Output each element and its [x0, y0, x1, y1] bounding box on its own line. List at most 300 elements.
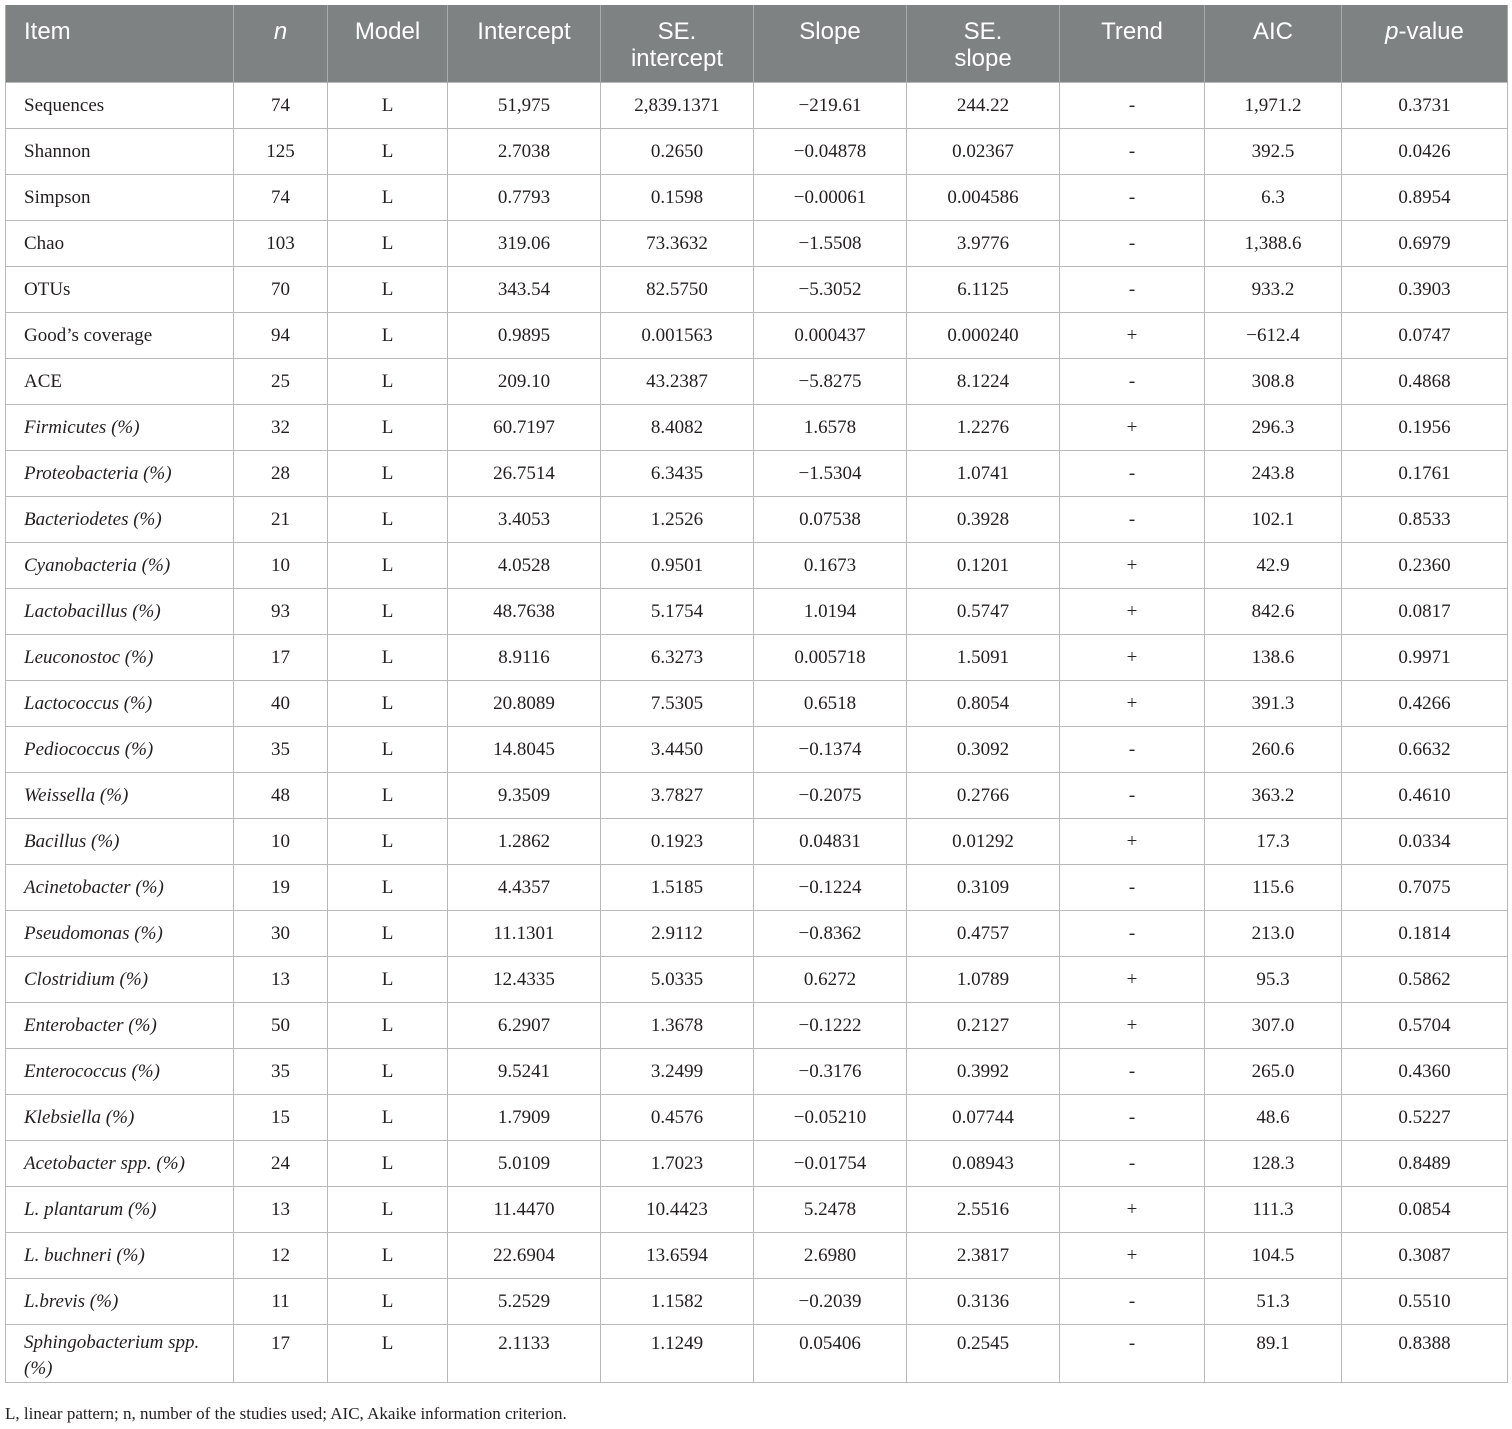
cell-n: 50: [234, 1003, 328, 1049]
cell-slope: 0.000437: [754, 313, 907, 359]
cell-p-value: 0.8954: [1342, 175, 1508, 221]
cell-aic: 42.9: [1205, 543, 1342, 589]
header-se-slope-line2: slope: [954, 45, 1012, 72]
cell-slope: 0.6272: [754, 957, 907, 1003]
cell-item: Good’s coverage: [6, 313, 234, 359]
cell-n: 35: [234, 727, 328, 773]
cell-p-value: 0.4610: [1342, 773, 1508, 819]
cell-item: Chao: [6, 221, 234, 267]
cell-model: L: [328, 313, 448, 359]
cell-slope: 5.2478: [754, 1187, 907, 1233]
cell-se-intercept: 1.5185: [601, 865, 754, 911]
cell-intercept: 209.10: [448, 359, 601, 405]
cell-p-value: 0.0747: [1342, 313, 1508, 359]
cell-item: Bacteriodetes (%): [6, 497, 234, 543]
table-row: [6, 83, 1508, 129]
table-row: [6, 589, 1508, 635]
cell-se-intercept: 0.001563: [601, 313, 754, 359]
cell-slope: −1.5304: [754, 451, 907, 497]
cell-aic: 48.6: [1205, 1095, 1342, 1141]
cell-n: 32: [234, 405, 328, 451]
cell-intercept: 48.7638: [448, 589, 601, 635]
cell-trend: +: [1060, 543, 1205, 589]
cell-aic: 6.3: [1205, 175, 1342, 221]
cell-p-value: 0.4360: [1342, 1049, 1508, 1095]
cell-p-value: 0.3903: [1342, 267, 1508, 313]
cell-intercept: 26.7514: [448, 451, 601, 497]
cell-intercept: 2.1133: [448, 1325, 601, 1383]
cell-item: Sequences: [6, 83, 234, 129]
cell-trend: -: [1060, 727, 1205, 773]
cell-slope: 0.07538: [754, 497, 907, 543]
cell-aic: 213.0: [1205, 911, 1342, 957]
cell-intercept: 51,975: [448, 83, 601, 129]
cell-model: L: [328, 911, 448, 957]
cell-aic: 51.3: [1205, 1279, 1342, 1325]
cell-se-intercept: 1.3678: [601, 1003, 754, 1049]
cell-model: L: [328, 451, 448, 497]
cell-slope: −5.3052: [754, 267, 907, 313]
header-se-slope-line1: SE.: [963, 18, 1003, 45]
cell-slope: −1.5508: [754, 221, 907, 267]
cell-se-intercept: 10.4423: [601, 1187, 754, 1233]
cell-se-slope: 0.8054: [907, 681, 1060, 727]
cell-trend: +: [1060, 1003, 1205, 1049]
header-se-intercept-line2: intercept: [630, 45, 724, 72]
cell-p-value: 0.8388: [1342, 1325, 1508, 1383]
cell-aic: 296.3: [1205, 405, 1342, 451]
cell-slope: −0.1222: [754, 1003, 907, 1049]
cell-model: L: [328, 221, 448, 267]
table-row: [6, 1325, 1508, 1383]
cell-se-slope: 1.0789: [907, 957, 1060, 1003]
cell-intercept: 22.6904: [448, 1233, 601, 1279]
cell-n: 10: [234, 819, 328, 865]
cell-model: L: [328, 83, 448, 129]
cell-intercept: 6.2907: [448, 1003, 601, 1049]
cell-model: L: [328, 773, 448, 819]
cell-slope: 1.6578: [754, 405, 907, 451]
cell-p-value: 0.5862: [1342, 957, 1508, 1003]
cell-intercept: 9.3509: [448, 773, 601, 819]
cell-trend: -: [1060, 359, 1205, 405]
cell-p-value: 0.7075: [1342, 865, 1508, 911]
cell-item: Enterococcus (%): [6, 1049, 234, 1095]
cell-model: L: [328, 1049, 448, 1095]
cell-item: Enterobacter (%): [6, 1003, 234, 1049]
cell-aic: 115.6: [1205, 865, 1342, 911]
cell-model: L: [328, 681, 448, 727]
cell-se-slope: 0.3136: [907, 1279, 1060, 1325]
cell-item: Pediococcus (%): [6, 727, 234, 773]
cell-n: 24: [234, 1141, 328, 1187]
cell-trend: +: [1060, 957, 1205, 1003]
header-p-value: [1342, 5, 1508, 83]
cell-p-value: 0.1814: [1342, 911, 1508, 957]
cell-slope: 0.05406: [754, 1325, 907, 1383]
cell-item: Leuconostoc (%): [6, 635, 234, 681]
cell-se-slope: 0.3092: [907, 727, 1060, 773]
cell-se-slope: 0.004586: [907, 175, 1060, 221]
cell-intercept: 0.7793: [448, 175, 601, 221]
cell-n: 12: [234, 1233, 328, 1279]
table-row: [6, 405, 1508, 451]
cell-se-slope: 3.9776: [907, 221, 1060, 267]
header-trend: Trend: [1060, 5, 1205, 83]
cell-model: L: [328, 129, 448, 175]
header-p-italic: p: [1385, 18, 1399, 45]
cell-se-slope: 0.08943: [907, 1141, 1060, 1187]
cell-trend: -: [1060, 175, 1205, 221]
cell-p-value: 0.6979: [1342, 221, 1508, 267]
cell-aic: 1,388.6: [1205, 221, 1342, 267]
cell-aic: 363.2: [1205, 773, 1342, 819]
cell-item: Pseudomonas (%): [6, 911, 234, 957]
cell-se-slope: 6.1125: [907, 267, 1060, 313]
cell-se-intercept: 3.2499: [601, 1049, 754, 1095]
cell-model: L: [328, 957, 448, 1003]
cell-trend: +: [1060, 635, 1205, 681]
cell-n: 13: [234, 1187, 328, 1233]
cell-n: 13: [234, 957, 328, 1003]
header-item: Item: [6, 5, 234, 83]
cell-se-intercept: 1.2526: [601, 497, 754, 543]
table-row: [6, 543, 1508, 589]
table-row: [6, 1141, 1508, 1187]
cell-model: L: [328, 1233, 448, 1279]
table-row: [6, 1049, 1508, 1095]
cell-se-intercept: 5.0335: [601, 957, 754, 1003]
cell-se-intercept: 43.2387: [601, 359, 754, 405]
cell-aic: 308.8: [1205, 359, 1342, 405]
cell-se-intercept: 73.3632: [601, 221, 754, 267]
cell-aic: 391.3: [1205, 681, 1342, 727]
cell-aic: 104.5: [1205, 1233, 1342, 1279]
cell-aic: 243.8: [1205, 451, 1342, 497]
cell-se-intercept: 7.5305: [601, 681, 754, 727]
cell-n: 94: [234, 313, 328, 359]
cell-p-value: 0.0426: [1342, 129, 1508, 175]
cell-aic: 128.3: [1205, 1141, 1342, 1187]
cell-se-slope: 0.2127: [907, 1003, 1060, 1049]
cell-item: Acinetobacter (%): [6, 865, 234, 911]
cell-intercept: 5.0109: [448, 1141, 601, 1187]
cell-slope: −0.01754: [754, 1141, 907, 1187]
header-se-intercept-line1: SE.: [657, 18, 697, 45]
cell-item: Lactobacillus (%): [6, 589, 234, 635]
table-row: [6, 313, 1508, 359]
table-row: [6, 635, 1508, 681]
cell-trend: -: [1060, 1279, 1205, 1325]
cell-se-slope: 0.2766: [907, 773, 1060, 819]
table-row: [6, 773, 1508, 819]
cell-slope: 0.6518: [754, 681, 907, 727]
cell-n: 48: [234, 773, 328, 819]
cell-model: L: [328, 1003, 448, 1049]
cell-slope: −5.8275: [754, 359, 907, 405]
cell-item: L. buchneri (%): [6, 1233, 234, 1279]
cell-p-value: 0.1956: [1342, 405, 1508, 451]
cell-n: 70: [234, 267, 328, 313]
cell-p-value: 0.2360: [1342, 543, 1508, 589]
cell-intercept: 4.0528: [448, 543, 601, 589]
table-row: [6, 727, 1508, 773]
header-aic: AIC: [1205, 5, 1342, 83]
cell-trend: -: [1060, 1141, 1205, 1187]
header-intercept: Intercept: [448, 5, 601, 83]
cell-model: L: [328, 1279, 448, 1325]
cell-n: 10: [234, 543, 328, 589]
cell-trend: -: [1060, 865, 1205, 911]
cell-model: L: [328, 727, 448, 773]
table-row: [6, 911, 1508, 957]
cell-n: 40: [234, 681, 328, 727]
cell-trend: -: [1060, 83, 1205, 129]
cell-intercept: 0.9895: [448, 313, 601, 359]
cell-slope: −0.05210: [754, 1095, 907, 1141]
cell-model: L: [328, 589, 448, 635]
cell-intercept: 11.1301: [448, 911, 601, 957]
cell-se-slope: 0.3109: [907, 865, 1060, 911]
cell-intercept: 5.2529: [448, 1279, 601, 1325]
cell-item: Simpson: [6, 175, 234, 221]
header-slope: Slope: [754, 5, 907, 83]
cell-aic: −612.4: [1205, 313, 1342, 359]
cell-trend: +: [1060, 819, 1205, 865]
cell-se-slope: 2.3817: [907, 1233, 1060, 1279]
cell-se-slope: 8.1224: [907, 359, 1060, 405]
cell-trend: +: [1060, 1187, 1205, 1233]
cell-slope: −0.8362: [754, 911, 907, 957]
cell-intercept: 20.8089: [448, 681, 601, 727]
cell-model: L: [328, 1325, 448, 1383]
cell-se-intercept: 0.2650: [601, 129, 754, 175]
cell-p-value: 0.5510: [1342, 1279, 1508, 1325]
cell-item: L.brevis (%): [6, 1279, 234, 1325]
cell-item: Proteobacteria (%): [6, 451, 234, 497]
cell-trend: -: [1060, 1049, 1205, 1095]
table-row: [6, 681, 1508, 727]
cell-aic: 933.2: [1205, 267, 1342, 313]
cell-intercept: 9.5241: [448, 1049, 601, 1095]
cell-n: 74: [234, 83, 328, 129]
cell-se-slope: 1.2276: [907, 405, 1060, 451]
cell-n: 17: [234, 1325, 328, 1383]
cell-aic: 260.6: [1205, 727, 1342, 773]
cell-p-value: 0.0334: [1342, 819, 1508, 865]
cell-n: 25: [234, 359, 328, 405]
cell-n: 103: [234, 221, 328, 267]
cell-se-intercept: 13.6594: [601, 1233, 754, 1279]
cell-n: 35: [234, 1049, 328, 1095]
table-row: [6, 497, 1508, 543]
header-n: [234, 5, 328, 83]
cell-intercept: 12.4335: [448, 957, 601, 1003]
cell-se-slope: 1.5091: [907, 635, 1060, 681]
cell-slope: 0.005718: [754, 635, 907, 681]
cell-item: Klebsiella (%): [6, 1095, 234, 1141]
cell-se-intercept: 0.1923: [601, 819, 754, 865]
cell-se-intercept: 5.1754: [601, 589, 754, 635]
cell-se-intercept: 2.9112: [601, 911, 754, 957]
cell-item: Firmicutes (%): [6, 405, 234, 451]
cell-slope: −0.1374: [754, 727, 907, 773]
cell-p-value: 0.6632: [1342, 727, 1508, 773]
cell-item: Clostridium (%): [6, 957, 234, 1003]
cell-n: 28: [234, 451, 328, 497]
cell-item: OTUs: [6, 267, 234, 313]
cell-model: L: [328, 1141, 448, 1187]
cell-trend: -: [1060, 773, 1205, 819]
cell-intercept: 14.8045: [448, 727, 601, 773]
cell-item: Weissella (%): [6, 773, 234, 819]
cell-intercept: 3.4053: [448, 497, 601, 543]
cell-aic: 102.1: [1205, 497, 1342, 543]
cell-aic: 1,971.2: [1205, 83, 1342, 129]
cell-intercept: 8.9116: [448, 635, 601, 681]
cell-aic: 89.1: [1205, 1325, 1342, 1383]
cell-se-slope: 0.01292: [907, 819, 1060, 865]
cell-trend: -: [1060, 221, 1205, 267]
table-row: [6, 957, 1508, 1003]
cell-se-intercept: 3.7827: [601, 773, 754, 819]
cell-trend: -: [1060, 497, 1205, 543]
cell-item: ACE: [6, 359, 234, 405]
cell-slope: −0.3176: [754, 1049, 907, 1095]
cell-model: L: [328, 405, 448, 451]
cell-se-intercept: 6.3435: [601, 451, 754, 497]
cell-trend: -: [1060, 451, 1205, 497]
cell-intercept: 60.7197: [448, 405, 601, 451]
table-row: [6, 1187, 1508, 1233]
cell-aic: 265.0: [1205, 1049, 1342, 1095]
cell-se-slope: 0.07744: [907, 1095, 1060, 1141]
cell-slope: 1.0194: [754, 589, 907, 635]
cell-se-slope: 0.5747: [907, 589, 1060, 635]
cell-se-intercept: 1.1249: [601, 1325, 754, 1383]
cell-item: Acetobacter spp. (%): [6, 1141, 234, 1187]
cell-model: L: [328, 1095, 448, 1141]
cell-model: L: [328, 543, 448, 589]
cell-se-intercept: 1.1582: [601, 1279, 754, 1325]
cell-se-slope: 1.0741: [907, 451, 1060, 497]
cell-intercept: 1.7909: [448, 1095, 601, 1141]
header-se-intercept: [601, 5, 754, 83]
cell-trend: -: [1060, 1325, 1205, 1383]
cell-se-intercept: 6.3273: [601, 635, 754, 681]
cell-slope: −219.61: [754, 83, 907, 129]
cell-trend: -: [1060, 129, 1205, 175]
cell-se-intercept: 3.4450: [601, 727, 754, 773]
regression-table: [5, 5, 1508, 1383]
cell-model: L: [328, 359, 448, 405]
cell-n: 74: [234, 175, 328, 221]
cell-item: Sphingobacterium spp. (%): [6, 1325, 234, 1383]
cell-item: Cyanobacteria (%): [6, 543, 234, 589]
cell-trend: +: [1060, 405, 1205, 451]
cell-n: 125: [234, 129, 328, 175]
header-se-slope: [907, 5, 1060, 83]
table-row: [6, 819, 1508, 865]
cell-aic: 17.3: [1205, 819, 1342, 865]
cell-slope: 0.04831: [754, 819, 907, 865]
table-body: [6, 83, 1508, 1383]
cell-item: Shannon: [6, 129, 234, 175]
cell-se-intercept: 2,839.1371: [601, 83, 754, 129]
cell-trend: -: [1060, 267, 1205, 313]
table-row: [6, 129, 1508, 175]
cell-n: 19: [234, 865, 328, 911]
cell-p-value: 0.8489: [1342, 1141, 1508, 1187]
cell-model: L: [328, 865, 448, 911]
header-n-label: n: [273, 18, 288, 45]
cell-intercept: 1.2862: [448, 819, 601, 865]
cell-model: L: [328, 1187, 448, 1233]
cell-aic: 842.6: [1205, 589, 1342, 635]
cell-se-slope: 244.22: [907, 83, 1060, 129]
cell-trend: -: [1060, 1095, 1205, 1141]
cell-se-intercept: 8.4082: [601, 405, 754, 451]
cell-n: 17: [234, 635, 328, 681]
cell-n: 21: [234, 497, 328, 543]
cell-se-intercept: 0.4576: [601, 1095, 754, 1141]
table-row: [6, 267, 1508, 313]
table-row: [6, 1233, 1508, 1279]
cell-se-slope: 0.000240: [907, 313, 1060, 359]
header-row: [6, 5, 1508, 83]
cell-model: L: [328, 819, 448, 865]
cell-p-value: 0.8533: [1342, 497, 1508, 543]
cell-intercept: 11.4470: [448, 1187, 601, 1233]
cell-p-value: 0.4868: [1342, 359, 1508, 405]
table-row: [6, 359, 1508, 405]
cell-p-value: 0.0854: [1342, 1187, 1508, 1233]
cell-se-slope: 0.2545: [907, 1325, 1060, 1383]
cell-se-slope: 0.4757: [907, 911, 1060, 957]
table-row: [6, 1095, 1508, 1141]
table-row: [6, 451, 1508, 497]
cell-slope: −0.00061: [754, 175, 907, 221]
cell-item: Lactococcus (%): [6, 681, 234, 727]
cell-se-intercept: 1.7023: [601, 1141, 754, 1187]
header-model: Model: [328, 5, 448, 83]
cell-aic: 111.3: [1205, 1187, 1342, 1233]
cell-se-slope: 2.5516: [907, 1187, 1060, 1233]
cell-se-slope: 0.3992: [907, 1049, 1060, 1095]
cell-p-value: 0.3087: [1342, 1233, 1508, 1279]
cell-p-value: 0.0817: [1342, 589, 1508, 635]
table-row: [6, 865, 1508, 911]
cell-item: Bacillus (%): [6, 819, 234, 865]
cell-slope: −0.2039: [754, 1279, 907, 1325]
cell-aic: 95.3: [1205, 957, 1342, 1003]
cell-slope: 2.6980: [754, 1233, 907, 1279]
cell-se-intercept: 0.9501: [601, 543, 754, 589]
cell-item: L. plantarum (%): [6, 1187, 234, 1233]
cell-trend: +: [1060, 1233, 1205, 1279]
cell-model: L: [328, 175, 448, 221]
cell-trend: -: [1060, 911, 1205, 957]
cell-n: 93: [234, 589, 328, 635]
cell-p-value: 0.1761: [1342, 451, 1508, 497]
cell-p-value: 0.5704: [1342, 1003, 1508, 1049]
cell-se-slope: 0.3928: [907, 497, 1060, 543]
cell-trend: +: [1060, 313, 1205, 359]
cell-model: L: [328, 497, 448, 543]
table-row: [6, 175, 1508, 221]
cell-slope: −0.1224: [754, 865, 907, 911]
cell-se-intercept: 82.5750: [601, 267, 754, 313]
